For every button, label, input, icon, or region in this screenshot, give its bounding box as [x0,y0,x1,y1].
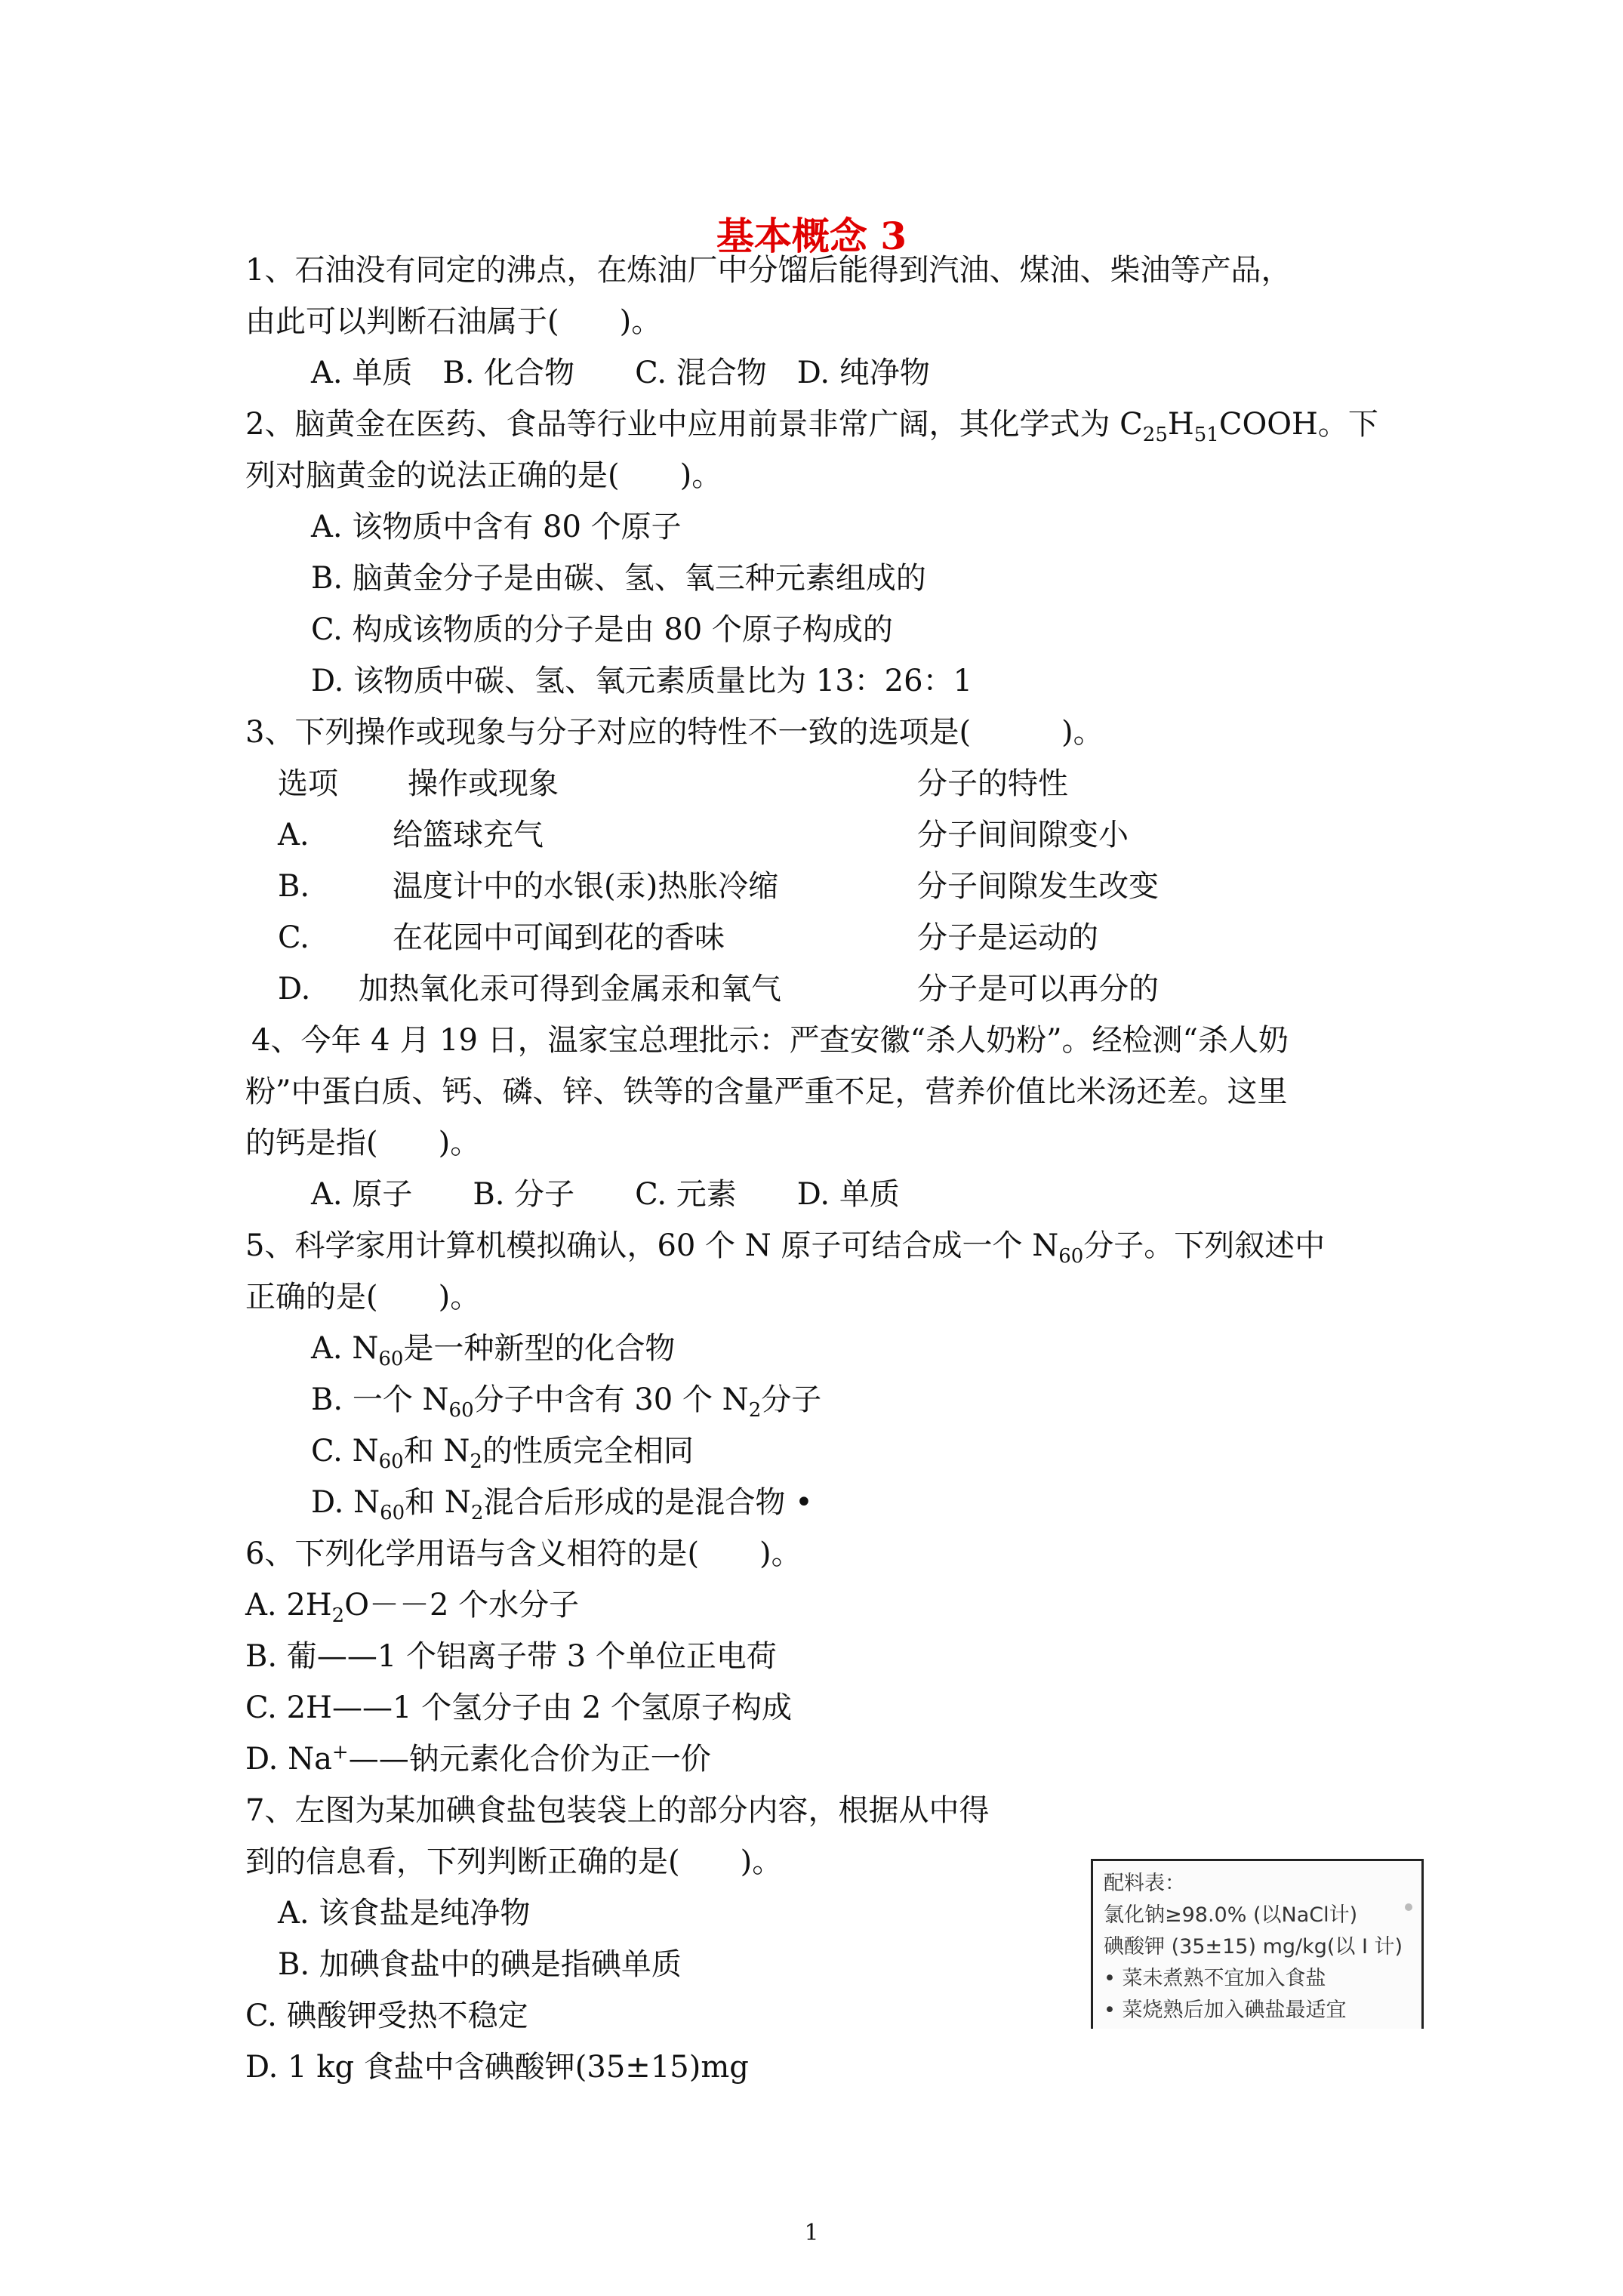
q3-row-option: B. [278,869,310,904]
q7-option-a: A. 该食盐是纯净物 [278,1896,531,1931]
q7-option-b: B. 加碘食盐中的碘是指碘单质 [278,1947,682,1982]
q1-options: A. 单质 B. 化合物 C. 混合物 D. 纯净物 [311,356,930,390]
q1-line2: 由此可以判断石油属于( )。 [245,304,662,339]
q3-row-property: 分子是运动的 [917,920,1098,955]
q2-option-a: A. 该物质中含有 80 个原子 [311,510,682,544]
q3-row-operation: 温度计中的水银(汞)热胀冷缩 [393,869,779,904]
q3-row-operation: 加热氧化汞可得到金属汞和氧气 [359,972,781,1006]
q7-line2: 到的信息看，下列判断正确的是( )。 [245,1845,783,1879]
q3-line1: 3、下列操作或现象与分子对应的特性不一致的选项是( )。 [245,715,1104,750]
q5-option-d: D. $N_{60}$和 $N_2$混合后形成的是混合物 • [311,1485,813,1524]
q3-header-property: 分子的特性 [917,766,1068,801]
q6-line1: 6、下列化学用语与含义相符的是( )。 [245,1536,802,1571]
q5-option-b: B. 一个 $N_{60}$分子中含有 30 个 $N_2$分子 [311,1382,822,1422]
q3-header-option: 选项 [278,766,338,801]
q3-row-operation: 给篮球充气 [393,818,544,852]
q2-option-d: D. 该物质中碳、氢、氧元素质量比为 13：26：1 [311,664,973,698]
figure-line: • 菜未煮熟不宜加入食盐 [1104,1967,1326,1990]
q4-line2: 粉”中蛋白质、钙、磷、锌、铁等的含量严重不足，营养价值比米汤还差。这里 [245,1074,1288,1109]
q7-option-d: D. 1 kg 食盐中含碘酸钾(35±15)mg [245,2050,749,2085]
figure-line: 氯化钠≥98.0% (以NaCl计) [1104,1903,1358,1927]
q3-row-operation: 在花园中可闻到花的香味 [393,920,725,955]
q3-row-property: 分子间间隙变小 [917,818,1129,852]
page-title: 基本概念 3 [716,214,907,258]
q6-option-b: B. 葡——1 个铝离子带 3 个单位正电荷 [245,1639,777,1674]
page-number: 1 [804,2220,819,2246]
q2-option-c: C. 构成该物质的分子是由 80 个原子构成的 [311,612,893,647]
q6-option-a: A. $2H_2O--2$ 个水分子 [245,1588,580,1627]
q4-line3: 的钙是指( )。 [245,1126,481,1160]
q5-line1: 5、科学家用计算机模拟确认，60 个 N 原子可结合成一个 $N_{60}$分子。下列叙述中 [245,1228,1326,1268]
q4-options: A. 原子 B. 分子 C. 元素 D. 单质 [311,1177,900,1212]
q2-option-b: B. 脑黄金分子是由碳、氢、氧三种元素组成的 [311,561,926,596]
q1-line1: 1、石油没有同定的沸点，在炼油厂中分馏后能得到汽油、煤油、柴油等产品， [245,253,1292,288]
q3-row-property: 分子间隙发生改变 [917,869,1159,904]
figure-line: • 菜烧熟后加入碘盐最适宜 [1104,1999,1347,2022]
q3-row-option: A. [278,818,310,852]
figure-line: 碘酸钾 (35±15) mg/kg(以 I 计) [1104,1935,1403,1959]
q3-row-option: D. [278,972,311,1006]
q4-line1: 4、今年 4 月 19 日，温家宝总理批示：严查安徽“杀人奶粉”。经检测“杀人奶 [251,1023,1289,1058]
q3-row-property: 分子是可以再分的 [917,972,1159,1006]
salt-label-figure [1091,1859,1424,2029]
q2-line1: 2、脑黄金在医药、食品等行业中应用前景非常广阔，其化学式为 $C_{25}H_{51}COOH$。下 [245,407,1378,446]
smudge-mark [1405,1903,1412,1911]
figure-heading: 配料表： [1104,1872,1185,1895]
q6-option-d: D. Na+——钠元素化合价为正一价 [245,1741,711,1777]
q3-row-option: C. [278,920,310,955]
q5-option-c: C. $N_{60}$和 $N_2$的性质完全相同 [311,1434,694,1473]
q2-line2: 列对脑黄金的说法正确的是( )。 [245,458,722,493]
q6-option-c: C. 2H——1 个氢分子由 2 个氢原子构成 [245,1690,792,1725]
q5-line2: 正确的是( )。 [245,1280,481,1314]
q3-header-operation: 操作或现象 [408,766,559,801]
q7-line1: 7、左图为某加碘食盐包装袋上的部分内容，根据从中得 [245,1793,990,1828]
q7-option-c: C. 碘酸钾受热不稳定 [245,1999,528,2033]
q5-option-a: A. $N_{60}$是一种新型的化合物 [311,1331,676,1370]
